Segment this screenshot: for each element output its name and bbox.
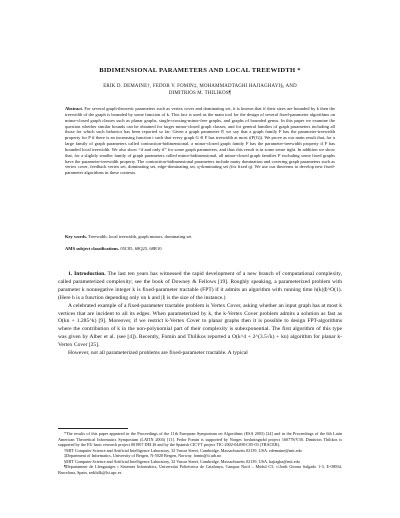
author-line-1: ERIK D. DEMAINE†, FEDOR V. FOMIN‡, MOHAMMADTAGHI HAJIAGHAYI§, AND	[103, 84, 297, 89]
intro-paragraph-3: However, not all parameterized problems are fixed-parameter tractable. A typical	[68, 350, 248, 357]
intro-paragraph-1	[58, 271, 342, 303]
section-heading: 1. Introduction.	[68, 271, 106, 277]
introduction-section	[58, 271, 342, 358]
intro-paragraph-2: A celebrated example of a fixed-parameter tractable problem is Vertex Cover, asking whether an input graph has at most k vertices that are incident to all its edges. When parameterized by k, the k-Vertex Cover problem admits a solution as fast as O(kn + 1.285^k) [9]. Moreover, if we restrict k-Vertex Cover to planar graphs then it is possible to design FPT-algorithms where the contribution of k in the non-polynomial part of their complexity is subexponential. The first algorithm of this type was given by Alber et al. (see [4]). Recently, Fomin and Thilikos reported a O(k^4 + 2^(3.5√k) + kn) algorithm for planar k-Vertex Cover [25].	[58, 302, 342, 349]
ams-label: AMS subject classifications.	[65, 246, 120, 251]
footnotes	[58, 431, 342, 475]
footnote-fomin: ‡Department of Informatics, University of Bergen, N-5020 Bergen, Norway. fomin@ii.uib.no	[64, 453, 222, 459]
author-line-2: DIMITRIOS M. THILIKOS¶	[168, 91, 232, 96]
ams-text: 05C85, 68Q25, 68R10	[120, 246, 162, 251]
keywords-label: Key words.	[65, 234, 87, 239]
abstract	[65, 106, 335, 176]
footnote-hajiaghayi: §MIT Computer Science and Artificial Intelligence Laboratory, 32 Vassar Street, Cambridge, Massachusetts 02139, USA. hajiagha@mit.edu	[64, 458, 300, 464]
abstract-text: For several graph-theoretic parameters such as vertex cover and dominating set, it is known that if their sizes are bounded by k then the treewidth of the graph is bounded by some function of k. This fact is used as the main tool for the design of several fixed-parameter algorithms on minor-closed graph classes such as planar graphs, single-crossing-minor-free graphs, and graphs of bounded genus. In this paper we examine the question whether similar bounds can be obtained for larger minor-closed graph classes, and for general families of graph parameters including all those for which such behavior has been reported so far. Given a graph parameter P, we say that a graph family F has the parameter-treewidth property for P if there is an increasing function t such that every graph G ∈ F has treewidth at most t(P(G)). We prove as our main result that, for a large family of graph parameters called contraction-bidimensional, a minor-closed graph family F has the parameter-treewidth property if F has bounded local treewidth. We also show “if and only if” for some graph parameters, and thus this result is in some sense tight. In addition we show that, for a slightly smaller family of graph parameters called minor-bidimensional, all minor-closed graph families F excluding some fixed graphs have the parameter-treewidth property. The contraction-bidimensional parameters include many domination and covering graph parameters such as vertex cover, feedback vertex set, dominating set, edge-dominating set, q-dominating set (for fixed q). We use our theorems to develop new fixed-parameter algorithms in these contexts.	[65, 106, 335, 176]
footnote-funding: *The results of this paper appeared in the Proceedings of the 11th European Symposium on Algorithms (ESA 2003) [24] and in the Proceedings of the 6th Latin American Theoretical Informatics Symposium (LATIN 2004) [11]. Fedor Fomin is supported by Norges forskningsråd project 160778/V30. Dimitrios Thilikos is supported by the EU basic research project 001907 DELIS and by the Spanish CICYT project TIC-2002-04498-C05-03 (TRACER).	[58, 431, 342, 448]
footnote-demaine: †MIT Computer Science and Artificial Intelligence Laboratory, 32 Vassar Street, Cambridge, Massachusetts 02139, USA. edemaine@mit.edu	[64, 447, 302, 453]
abstract-label: Abstract.	[65, 106, 84, 111]
keywords	[65, 234, 335, 240]
intro-paragraph-1-text: The last ten years has witnessed the rapid development of a new branch of computational complexity, called parameterized complexity; see the book of Downey & Fellows [19]. Roughly speaking, a parameterized problem with parameter k nonnegative integer k is fixed-parameter tractable (FPT) if it admits an algorithm with running time h(k)|I|^O(1). (Here h is a function depending only on k and |I| is the size of the instance.)	[58, 271, 342, 301]
footnote-thilikos: ¶Departament de Llenguatges i Sistemes Informàtics, Universitat Politècnica de Catalunya, Campus Nord – Mòdul C5, c/Jordi Girona Salgado 1-3, E-08034, Barcelona, Spain, sedthilk@lsi.upc.es	[58, 464, 342, 475]
keywords-text: Treewidth, local treewidth, graph minors, dominating set	[88, 234, 192, 239]
footnote-rule	[58, 428, 128, 429]
author-list	[40, 83, 360, 97]
paper-title: BIDIMENSIONAL PARAMETERS AND LOCAL TREEWIDTH *	[99, 67, 301, 74]
ams-classifications	[65, 246, 335, 252]
